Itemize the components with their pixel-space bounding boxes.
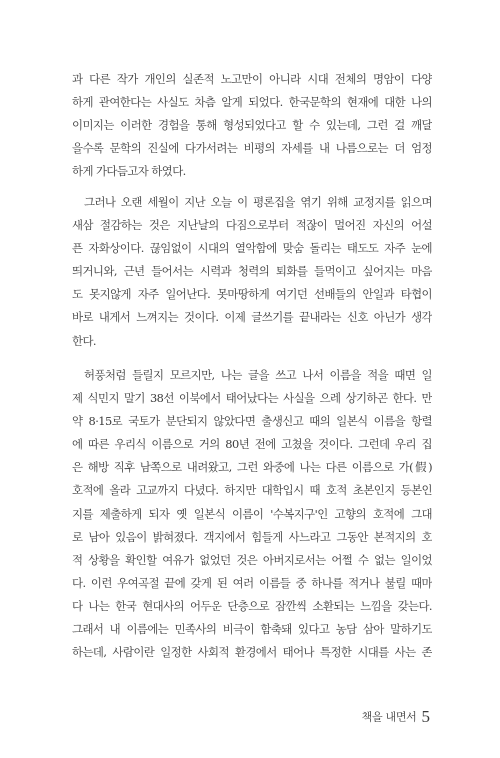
text-line: 과 다른 작가 개인의 실존적 노고만이 아니라 시대 전체의 명암이 다양 <box>72 72 432 86</box>
text-line: 하게 가다듬고자 하였다. <box>72 164 186 179</box>
paragraph-3 <box>72 364 432 664</box>
text-line: 에 따른 우리식 이름으로 거의 80년 전에 고쳤을 것이다. 그런데 우리 집 <box>72 437 432 452</box>
text-line: 제 식민지 말기 38선 이북에서 태어났다는 사실을 으레 상기하곤 한다. 만 <box>72 391 432 406</box>
text-line: 한다. <box>72 333 96 348</box>
text-line: 적 상황을 확인할 여유가 없었던 것은 아버지로서는 어쩔 수 없는 일이었 <box>72 552 432 567</box>
text-line: 로 남아 있음이 밝혀졌다. 객지에서 힘들게 사느라고 그동안 본적지의 호 <box>72 529 432 544</box>
text-line: 다. 이런 우여곡절 끝에 갖게 된 여러 이름들 중 하나를 적거나 불릴 때마 <box>72 575 432 590</box>
text-line: 하는데, 사람이란 일정한 사회적 환경에서 태어나 특정한 시대를 사는 존 <box>72 645 432 660</box>
text-line: 띄거니와, 근년 들어서는 시력과 청력의 퇴화를 들먹이고 싶어지는 마음 <box>72 264 432 279</box>
text-line: 바로 내게서 느껴지는 것이다. 이제 글쓰기를 끝내라는 신호 아닌가 생각 <box>72 310 432 325</box>
text-line: 호적에 올라 고교까지 다녔다. 하지만 대학입시 때 호적 초본인지 등본인 <box>72 483 432 498</box>
text-line: 픈 자화상이다. 끊임없이 시대의 열악함에 맞숨 돌리는 태도도 자주 눈에 <box>72 241 432 256</box>
page-number: 5 <box>421 706 430 726</box>
text-line: 도 못지않게 자주 일어난다. 못마땅하게 여기던 선배들의 안일과 타협이 <box>72 287 432 302</box>
text-line: 을수록 문학의 진실에 다가서려는 비평의 자세를 내 나름으로는 더 엄정 <box>72 141 432 156</box>
text-line: 허풍처럼 들릴지 모르지만, 나는 글을 쓰고 나서 이름을 적을 때면 일 <box>84 368 432 382</box>
text-line: 다 나는 한국 현대사의 어두운 단층으로 잠깐씩 소환되는 느낌을 갖는다. <box>72 598 432 613</box>
text-line: 하게 관여한다는 사실도 차츰 알게 되었다. 한국문학의 현재에 대한 나의 <box>72 95 432 110</box>
page-footer <box>300 706 430 730</box>
text-line: 그래서 내 이름에는 민족사의 비극이 함축돼 있다고 농담 삼아 말하기도 <box>72 622 432 637</box>
paragraph-1 <box>72 68 432 183</box>
text-line: 약 8·15로 국토가 분단되지 않았다면 출생신고 때의 일본식 이름을 항렬 <box>72 414 432 429</box>
paragraph-2 <box>72 191 432 353</box>
text-line: 이미지는 이러한 경험을 통해 형성되었다고 할 수 있는데, 그런 걸 깨달 <box>72 118 432 133</box>
text-line: 새삼 절감하는 것은 지난날의 다짐으로부터 적잖이 멀어진 자신의 어설 <box>72 218 432 233</box>
text-line: 은 해방 직후 남쪽으로 내려왔고, 그런 와중에 나는 다른 이름으로 가(假) <box>72 460 432 475</box>
section-label: 책을 내면서 <box>361 710 417 724</box>
text-line: 지를 제출하게 되자 옛 일본식 이름이 '수복지구'인 고향의 호적에 그대 <box>72 506 432 521</box>
text-line: 그러나 오랜 세월이 지난 오늘 이 평론집을 엮기 위해 교정지를 읽으며 <box>84 195 432 209</box>
